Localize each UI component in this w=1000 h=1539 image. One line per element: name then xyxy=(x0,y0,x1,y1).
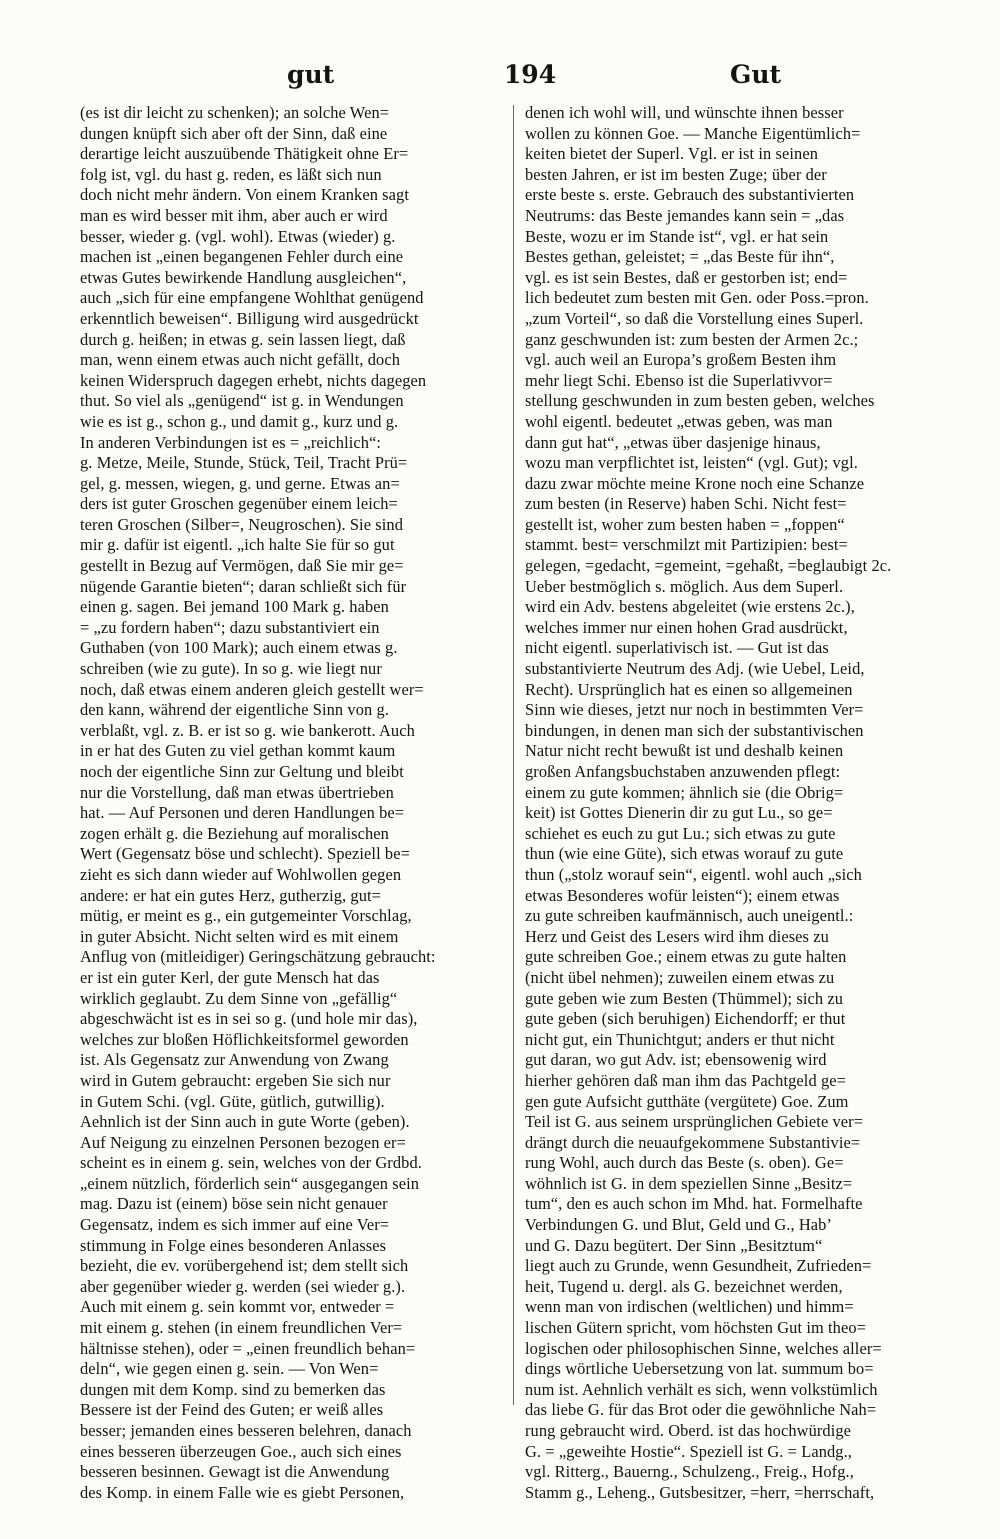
text-line: gelegen, =gedacht, =gemeint, =gehaßt, =beglaubigt 2c. xyxy=(525,556,892,576)
text-line: keinen Widerspruch dagegen erhebt, nichts dagegen xyxy=(80,370,427,390)
text-line: einem zu gute kommen; ähnlich sie (die Obrig= xyxy=(525,782,844,802)
text-line: verblaßt, vgl. z. B. er ist so g. wie bankerott. Auch xyxy=(80,720,415,740)
text-line: schiehet es euch zu gut Lu.; sich etwas zu gute xyxy=(525,823,836,843)
text-line: Aehnlich ist der Sinn auch in gute Worte (geben). xyxy=(80,1112,410,1132)
header-left-keyword: gut xyxy=(287,60,335,89)
text-line: bezieht, die ev. vorübergehend ist; dem stellt sich xyxy=(80,1256,409,1276)
text-line: gute geben (sich beruhigen) Eichendorff; er thut xyxy=(525,1009,846,1029)
text-line: Stamm g., Leheng., Gutsbesitzer, =herr, =herrschaft, xyxy=(525,1482,875,1502)
text-line: Recht). Ursprünglich hat es einen so allgemeinen xyxy=(525,679,853,699)
text-line: zum besten (in Reserve) haben Schi. Nicht fest= xyxy=(525,494,847,514)
text-line: wollen zu können Goe. — Manche Eigentümlich= xyxy=(525,123,861,143)
text-line: gen gute Aufsicht gutthäte (vergütete) Goe. Zum xyxy=(525,1091,849,1111)
text-line: gel, g. messen, wiegen, g. und gerne. Etwas an= xyxy=(80,473,400,493)
text-line: gut daran, wo gut Adv. ist; ebensowenig wird xyxy=(525,1050,827,1070)
text-line: in guter Absicht. Nicht selten wird es mit einem xyxy=(80,926,399,946)
text-line: ist. Als Gegensatz zur Anwendung von Zwang xyxy=(80,1050,389,1070)
text-line: man es wird besser mit ihm, aber auch er wird xyxy=(80,205,388,225)
text-line: etwas Gutes bewirkende Handlung ausgleichen“, xyxy=(80,267,407,287)
text-line: Auf Neigung zu einzelnen Personen bezogen er= xyxy=(80,1132,406,1152)
text-line: nügende Garantie bieten“; daran schließt sich für xyxy=(80,576,407,596)
text-line: Sinn wie dieses, jetzt nur noch in bestimmten Ver= xyxy=(525,700,864,720)
right-text-column xyxy=(525,103,935,1503)
text-line: durch g. heißen; in etwas g. sein lassen liegt, daß xyxy=(80,329,406,349)
text-line: in Gutem Schi. (vgl. Güte, gütlich, gutwillig). xyxy=(80,1091,385,1111)
text-line: ders ist guter Groschen gegenüber einem leich= xyxy=(80,494,398,514)
text-line: folg ist, vgl. du hast g. reden, es läßt sich nun xyxy=(80,164,382,184)
text-line: welches zur bloßen Höflichkeitsformel geworden xyxy=(80,1029,409,1049)
text-line: (es ist dir leicht zu schenken); an solche Wen= xyxy=(80,103,390,122)
text-line: mit einem g. stehen (in einem freundlichen Ver= xyxy=(80,1318,403,1338)
text-line: mir g. dafür ist eigentl. „ich halte Sie für so gut xyxy=(80,535,395,555)
text-line: andere: er hat ein gutes Herz, gutherzig, gut= xyxy=(80,885,382,905)
text-line: hat. — Auf Personen und deren Handlungen be= xyxy=(80,803,405,823)
text-line: aber gegenüber wieder g. werden (sei wieder g.). xyxy=(80,1276,406,1296)
text-line: mag. Dazu ist (einem) böse sein nicht genauer xyxy=(80,1194,388,1214)
text-line: er ist ein guter Kerl, der gute Mensch hat das xyxy=(80,967,380,987)
text-line: Beste, wozu er im Stande ist“, vgl. er hat sein xyxy=(525,226,829,246)
page-number: 194 xyxy=(503,60,557,89)
text-line: man, wenn einem etwas auch nicht gefällt, doch xyxy=(80,350,401,370)
text-line: wie es ist g., schon g., und damit g., kurz und g. xyxy=(80,411,399,431)
text-line: Natur nicht recht bewußt ist und deshalb keinen xyxy=(525,741,844,761)
text-line: dungen knüpft sich aber oft der Sinn, daß eine xyxy=(80,123,388,143)
text-line: substantivierte Neutrum des Adj. (wie Uebel, Leid, xyxy=(525,659,865,679)
text-line: das liebe G. für das Brot oder die gewöhnliche Nah= xyxy=(525,1400,877,1420)
text-line: den kann, während der eigentliche Sinn von g. xyxy=(80,700,390,720)
text-line: nur die Vorstellung, daß man etwas übertrieben xyxy=(80,782,394,802)
text-line: drängt durch die neuaufgekommene Substantivie= xyxy=(525,1132,861,1152)
text-line: deln“, wie gegen einen g. sein. — Von Wen= xyxy=(80,1359,379,1379)
text-line: num ist. Aehnlich verhält es sich, wenn volkstümlich xyxy=(525,1379,878,1399)
text-line: lich bedeutet zum besten mit Gen. oder Poss.=pron. xyxy=(525,288,869,308)
text-line: liegt auch zu Grunde, wenn Gesundheit, Zufrieden= xyxy=(525,1256,872,1276)
text-line: wird in Gutem gebraucht: ergeben Sie sich nur xyxy=(80,1070,391,1090)
text-line: gestellt in Bezug auf Vermögen, daß Sie mir ge= xyxy=(80,556,404,576)
text-line: wirklich geglaubt. Zu dem Sinne von „gefällig“ xyxy=(80,988,398,1008)
text-line: Gegensatz, indem es sich immer auf eine Ver= xyxy=(80,1215,390,1235)
text-line: rung gebraucht wird. Oberd. ist das hochwürdige xyxy=(525,1421,852,1440)
text-line: Neutrums: das Beste jemandes kann sein = „das xyxy=(525,205,845,225)
text-line: wöhnlich ist G. in dem speziellen Sinne „Besitz= xyxy=(525,1173,853,1193)
text-line: besser; jemanden eines besseren belehren, danach xyxy=(80,1421,412,1440)
text-line: Herz und Geist des Lesers wird ihm dieses zu xyxy=(525,926,829,946)
text-line: gute schreiben Goe.; einem etwas zu gute halten xyxy=(525,947,847,967)
text-line: Verbindungen G. und Blut, Geld und G., Hab’ xyxy=(525,1215,833,1235)
text-line: scheint es in einem g. sein, welches von der Grdbd. xyxy=(80,1153,422,1173)
text-line: mütig, er meint es g., ein gutgemeinter Vorschlag, xyxy=(80,906,412,926)
text-line: dings wörtliche Uebersetzung von lat. summum bo= xyxy=(525,1359,874,1379)
column-divider xyxy=(513,105,514,1405)
text-line: welches immer nur einen hohen Grad ausdrückt, xyxy=(525,617,848,637)
text-line: zieht es sich dann wieder auf Wohlwollen gegen xyxy=(80,864,402,884)
text-line: besser, wieder g. (vgl. wohl). Etwas (wieder) g. xyxy=(80,226,396,246)
text-line: G. = „geweihte Hostie“. Speziell ist G. = Landg., xyxy=(525,1441,852,1461)
text-line: stimmung in Folge eines besonderen Anlasses xyxy=(80,1235,387,1255)
text-line: thun (wie eine Güte), sich etwas worauf zu gute xyxy=(525,844,844,864)
text-line: wohl eigentl. bedeutet „etwas geben, was man xyxy=(525,411,833,431)
text-line: (nicht übel nehmen); zuweilen einem etwas zu xyxy=(525,967,835,987)
text-line: lischen Gütern spricht, vom höchsten Gut im theo= xyxy=(525,1318,866,1338)
text-line: und G. Dazu begütert. Der Sinn „Besitztum“ xyxy=(525,1235,823,1255)
text-line: heit, Tugend u. dergl. als G. bezeichnet werden, xyxy=(525,1276,843,1296)
left-text-column xyxy=(80,103,490,1503)
text-line: = „zu fordern haben“; dazu substantiviert ein xyxy=(80,617,380,637)
text-line: thut. So viel als „genügend“ ist g. in Wendungen xyxy=(80,391,404,411)
text-line: logischen oder philosophischen Sinne, welches aller= xyxy=(525,1338,882,1358)
text-line: bindungen, in denen man sich der substantivischen xyxy=(525,720,864,740)
text-line: großen Anfangsbuchstaben anzuwenden pflegt: xyxy=(525,762,841,781)
text-line: gestellt ist, woher zum besten haben = „foppen“ xyxy=(525,514,845,534)
text-line: besseren besinnen. Gewagt ist die Anwendung xyxy=(80,1462,390,1482)
text-line: eines besseren überzeugen Goe., auch sich eines xyxy=(80,1441,402,1461)
text-line: hierher gehören daß man ihm das Pachtgeld ge= xyxy=(525,1070,846,1090)
text-line: einen g. sagen. Bei jemand 100 Mark g. haben xyxy=(80,597,389,617)
text-line: nicht gut, ein Thunichtgut; anders er thut nicht xyxy=(525,1029,835,1049)
text-line: zogen erhält g. die Beziehung auf moralischen xyxy=(80,823,389,843)
text-line: dazu zwar möchte meine Krone noch eine Schanze xyxy=(525,473,865,493)
text-line: vgl. Ritterg., Bauerng., Schulzeng., Freig., Hofg., xyxy=(525,1462,854,1482)
text-line: keiten bietet der Superl. Vgl. er ist in seinen xyxy=(525,144,818,164)
text-line: nicht eigentl. superlativisch ist. — Gut ist das xyxy=(525,638,829,658)
text-line: rung Wohl, auch durch das Beste (s. oben). Ge= xyxy=(525,1153,844,1173)
text-line: Bestes gethan, geleistet; = „das Beste für ihn“, xyxy=(525,247,835,267)
text-line: dungen mit dem Komp. sind zu bemerken das xyxy=(80,1379,386,1399)
text-line: ganz geschwunden ist: zum besten der Armen 2c.; xyxy=(525,329,859,349)
text-line: In anderen Verbindungen ist es = „reichlich“: xyxy=(80,432,382,452)
text-line: in er hat des Guten zu viel gethan kommt kaum xyxy=(80,741,396,761)
text-line: stammt. best= verschmilzt mit Partizipien: best= xyxy=(525,535,848,555)
text-line: mehr liegt Schi. Ebenso ist die Superlativvor= xyxy=(525,370,833,390)
text-line: wenn man von irdischen (weltlichen) und himm= xyxy=(525,1297,854,1317)
text-line: vgl. auch weil an Europa’s großem Besten ihm xyxy=(525,350,837,370)
text-line: „einem nützlich, förderlich sein“ ausgegangen sein xyxy=(80,1173,420,1193)
text-line: denen ich wohl will, und wünschte ihnen besser xyxy=(525,103,844,122)
text-line: Anflug von (mitleidiger) Geringschätzung gebraucht: xyxy=(80,947,436,967)
text-line: hältnisse stehen), oder = „einen freundlich behan= xyxy=(80,1338,416,1358)
text-line: „zum Vorteil“, so daß die Vorstellung eines Superl. xyxy=(525,308,864,328)
text-line: noch, daß etwas einem anderen gleich gestellt wer= xyxy=(80,679,424,699)
text-line: keit) ist Gottes Dienerin dir zu gut Lu., so ge= xyxy=(525,803,833,823)
text-line: wird ein Adv. bestens abgeleitet (wie erstens 2c.), xyxy=(525,597,855,617)
text-line: Auch mit einem g. sein kommt vor, entweder = xyxy=(80,1297,395,1317)
text-line: Bessere ist der Feind des Guten; er weiß alles xyxy=(80,1400,384,1420)
text-line: zu gute schreiben kaufmännisch, auch uneigentl.: xyxy=(525,906,854,926)
text-line: machen ist „einen begangenen Fehler durch eine xyxy=(80,247,404,267)
text-line: Teil ist G. aus seinem ursprünglichen Gebiete ver= xyxy=(525,1112,864,1132)
text-line: Guthaben (von 100 Mark); auch einem etwas g. xyxy=(80,638,398,658)
text-line: schreiben (wie zu gute). In so g. wie liegt nur xyxy=(80,659,382,679)
text-line: wozu man verpflichtet ist, leisten“ (vgl. Gut); vgl. xyxy=(525,453,858,473)
text-line: Ueber bestmöglich s. möglich. Aus dem Superl. xyxy=(525,576,844,596)
text-line: gute geben wie zum Besten (Thümmel); sich zu xyxy=(525,988,844,1008)
text-line: erkenntlich beweisen“. Billigung wird ausgedrückt xyxy=(80,308,419,328)
text-line: auch „sich für eine empfangene Wohlthat genügend xyxy=(80,288,424,308)
text-line: besten Jahren, er ist im besten Zuge; über der xyxy=(525,164,827,184)
text-line: doch nicht mehr ändern. Von einem Kranken sagt xyxy=(80,185,409,205)
text-line: vgl. es ist sein Bestes, daß er gestorben ist; end= xyxy=(525,267,848,287)
text-line: thun („stolz worauf sein“, eigentl. wohl auch „sich xyxy=(525,864,862,884)
text-line: stellung geschwunden in zum besten geben, welches xyxy=(525,391,875,411)
text-line: teren Groschen (Silber=, Neugroschen). Sie sind xyxy=(80,514,404,534)
text-line: derartige leicht auszuübende Thätigkeit ohne Er= xyxy=(80,144,409,164)
text-line: Wert (Gegensatz böse und schlecht). Speziell be= xyxy=(80,844,410,864)
text-line: g. Metze, Meile, Stunde, Stück, Teil, Tracht Prü= xyxy=(80,453,408,473)
text-line: dann gut hat“, „etwas über dasjenige hinaus, xyxy=(525,432,821,452)
text-line: noch der eigentliche Sinn zur Geltung und bleibt xyxy=(80,762,404,781)
running-header xyxy=(80,58,940,92)
header-right-keyword: Gut xyxy=(730,60,782,89)
text-line: tum“, den es auch schon im Mhd. hat. Formelhafte xyxy=(525,1194,863,1214)
text-line: abgeschwächt ist es in sei so g. (und hole mir das), xyxy=(80,1009,418,1029)
text-line: erste beste s. erste. Gebrauch des substantivierten xyxy=(525,185,855,205)
text-line: etwas Besonderes wofür leisten“); einem etwas xyxy=(525,885,840,905)
text-line: des Komp. in einem Falle wie es giebt Personen, xyxy=(80,1482,405,1502)
